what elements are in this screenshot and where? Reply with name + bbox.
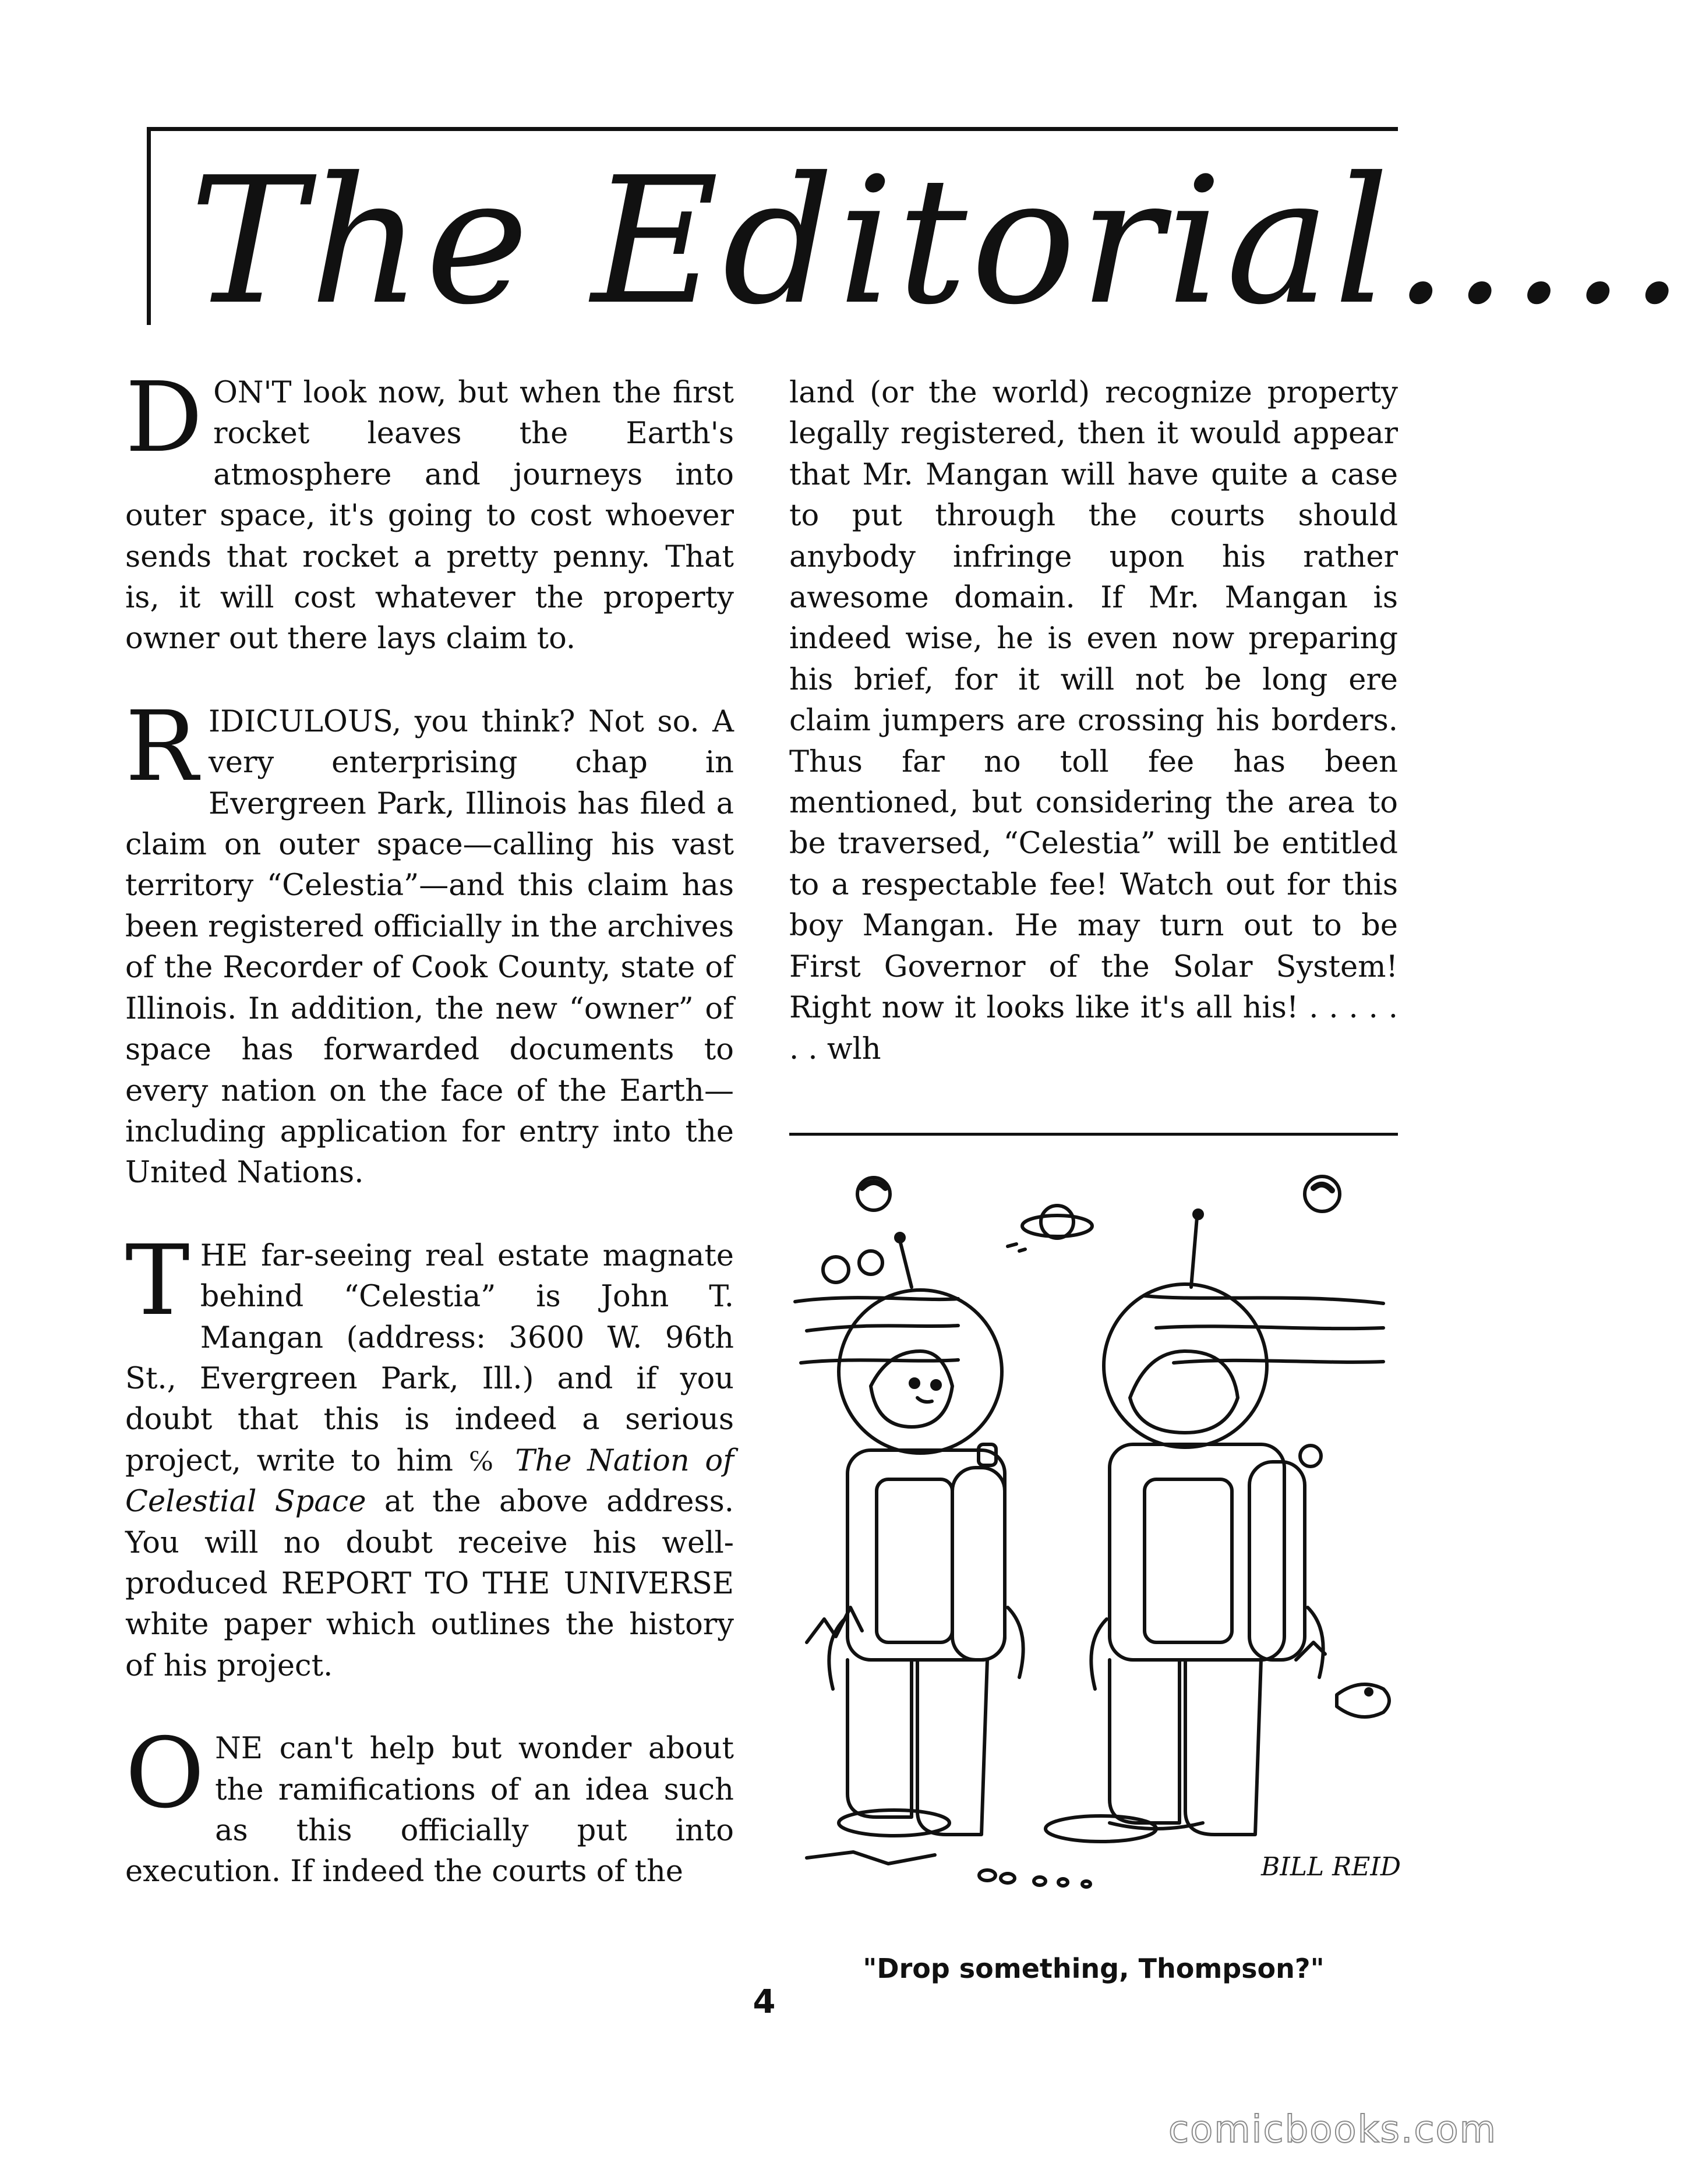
cartoon-illustration bbox=[783, 1153, 1404, 1934]
paragraph-3 bbox=[125, 1224, 734, 1687]
publication-name: The Nation of Celestial Space bbox=[125, 1443, 734, 1519]
watermark: comicbooks.com bbox=[1168, 2108, 1497, 2151]
paragraph-text: at the above address. You will no doubt receive his well-produced REPORT TO THE UNIVERSE white paper which outlines the history of his project. bbox=[125, 1485, 734, 1683]
dropcap: O bbox=[125, 1717, 205, 1830]
alien-creature bbox=[1337, 1684, 1389, 1717]
astronaut-left bbox=[829, 1234, 1023, 1835]
moon-icon bbox=[823, 1257, 849, 1282]
paragraph-continued: land (or the world) recognize property legally registered, then it would appear that Mr. Mangan will have quite a case to put through the courts should anybody infringe upon his rather awesome domain. If Mr. Mangan is indeed wise, he is even now preparing his brief, for it will not be long ere claim jumpers are crossing his borders. Thus far no toll fee has been mentioned, but considering the area to be traversed, “Celestia” will be entitled to a respectable fee! Watch out for this boy Mangan. He may turn out to be First Governor of the Solar System! Right now it looks like it's all his! . . . . . . . wlh bbox=[789, 376, 1398, 1066]
ringed-planet-icon bbox=[1022, 1215, 1092, 1236]
paragraph-text: NE can't help but wonder about the ramifications of an idea such as this officially put into execution. If indeed the courts of the bbox=[125, 1731, 734, 1889]
paragraph-text: ON'T look now, but when the first rocket leaves the Earth's atmosphere and journeys into outer space, it's going to cost whoever sends that rocket a pretty penny. That is, it will cost whatever the property owner out there lays claim to. bbox=[125, 376, 734, 656]
page-title: The Editorial..... bbox=[189, 140, 1688, 343]
dropcap: D bbox=[125, 362, 203, 474]
header-rule bbox=[149, 127, 1398, 131]
paragraph-4 bbox=[125, 1717, 734, 1893]
section-divider bbox=[789, 1133, 1398, 1136]
moon-icon bbox=[859, 1251, 882, 1274]
right-column bbox=[789, 373, 1398, 1070]
space-helmet bbox=[1104, 1284, 1267, 1447]
space-helmet bbox=[839, 1290, 1002, 1453]
astronaut-right bbox=[1091, 1210, 1323, 1835]
oxygen-tank bbox=[952, 1468, 1005, 1660]
dropcap: T bbox=[125, 1224, 190, 1337]
header-side-rule bbox=[147, 127, 151, 325]
paragraph-text: HE far-seeing real estate magnate behind “Celestia” is John T. Mangan (address: 3600 W. 96th St., Evergreen Park, Ill.) and if you doubt that this is indeed a serious project, write to him ℅ bbox=[125, 1238, 734, 1478]
paragraph-1 bbox=[125, 362, 734, 660]
cartoon-caption: "Drop something, Thompson?" bbox=[863, 1953, 1325, 1984]
dropcap: R bbox=[125, 690, 198, 803]
paragraph-text: IDICULOUS, you think? Not so. A very enterprising chap in Evergreen Park, Illinois has filed a claim on outer space—calling his vast territory “Celestia”—and this claim has been registered officially in the archives of the Recorder of Cook County, state of Illinois. In addition, the new “owner” of space has forwarded documents to every nation on the face of the Earth—including application for entry into the United Nations. bbox=[125, 704, 734, 1190]
left-column bbox=[125, 362, 734, 1935]
paragraph-2 bbox=[125, 690, 734, 1194]
artist-signature: BILL REID bbox=[1261, 1852, 1401, 1882]
page-number: 4 bbox=[753, 1983, 776, 2021]
oxygen-tank bbox=[1249, 1462, 1305, 1660]
